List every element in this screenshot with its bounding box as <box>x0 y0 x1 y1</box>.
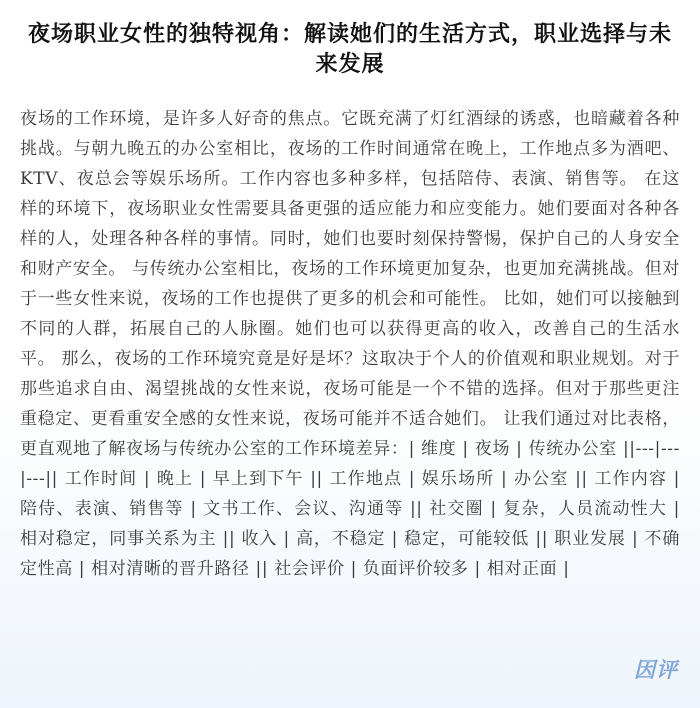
watermark-logo: 因评 <box>634 658 678 682</box>
article-title: 夜场职业女性的独特视角：解读她们的生活方式，职业选择与未来发展 <box>27 22 672 77</box>
article-body: 夜场的工作环境，是许多人好奇的焦点。它既充满了灯红酒绿的诱惑，也暗藏着各种挑战。与朝九晚五的办公室相比，夜场的工作时间通常在晚上，工作地点多为酒吧、KTV、夜总会等娱乐场所。工作内容也多种多样，包括陪侍、表演、销售等。 在这样的环境下，夜场职业女性需要具备更强的适应能力和应变能力。她们要面对各种各样的人，处理各种各样的事情。同时，她们也要时刻保持警惕，保护自己的人身安全和财产安全。 与传统办公室相比，夜场的工作环境更加复杂，也更加充满挑战。但对于一些女性来说，夜场的工作也提供了更多的机会和可能性。 比如，她们可以接触到不同的人群，拓展自己的人脉圈。她们也可以获得更高的收入，改善自己的生活水平。 那么，夜场的工作环境究竟是好是坏？这取决于个人的价值观和职业规划。对于那些追求自由、渴望挑战的女性来说，夜场可能是一个不错的选择。但对于那些更注重稳定、更看重安全感的女性来说，夜场可能并不适合她们。 让我们通过对比表格，更直观地了解夜场与传统办公室的工作环境差异：| 维度 | 夜场 | 传统办公室 ||---|---|---|| 工作时间 | 晚上 | 早上到下午 || 工作地点 | 娱乐场所 | 办公室 || 工作内容 | 陪侍、表演、销售等 | 文书工作、会议、沟通等 || 社交圈 | 复杂，人员流动性大 | 相对稳定，同事关系为主 || 收入 | 高，不稳定 | 稳定，可能较低 || 职业发展 | 不确定性高 | 相对清晰的晋升路径 || 社会评价 | 负面评价较多 | 相对正面 | <box>20 109 680 579</box>
